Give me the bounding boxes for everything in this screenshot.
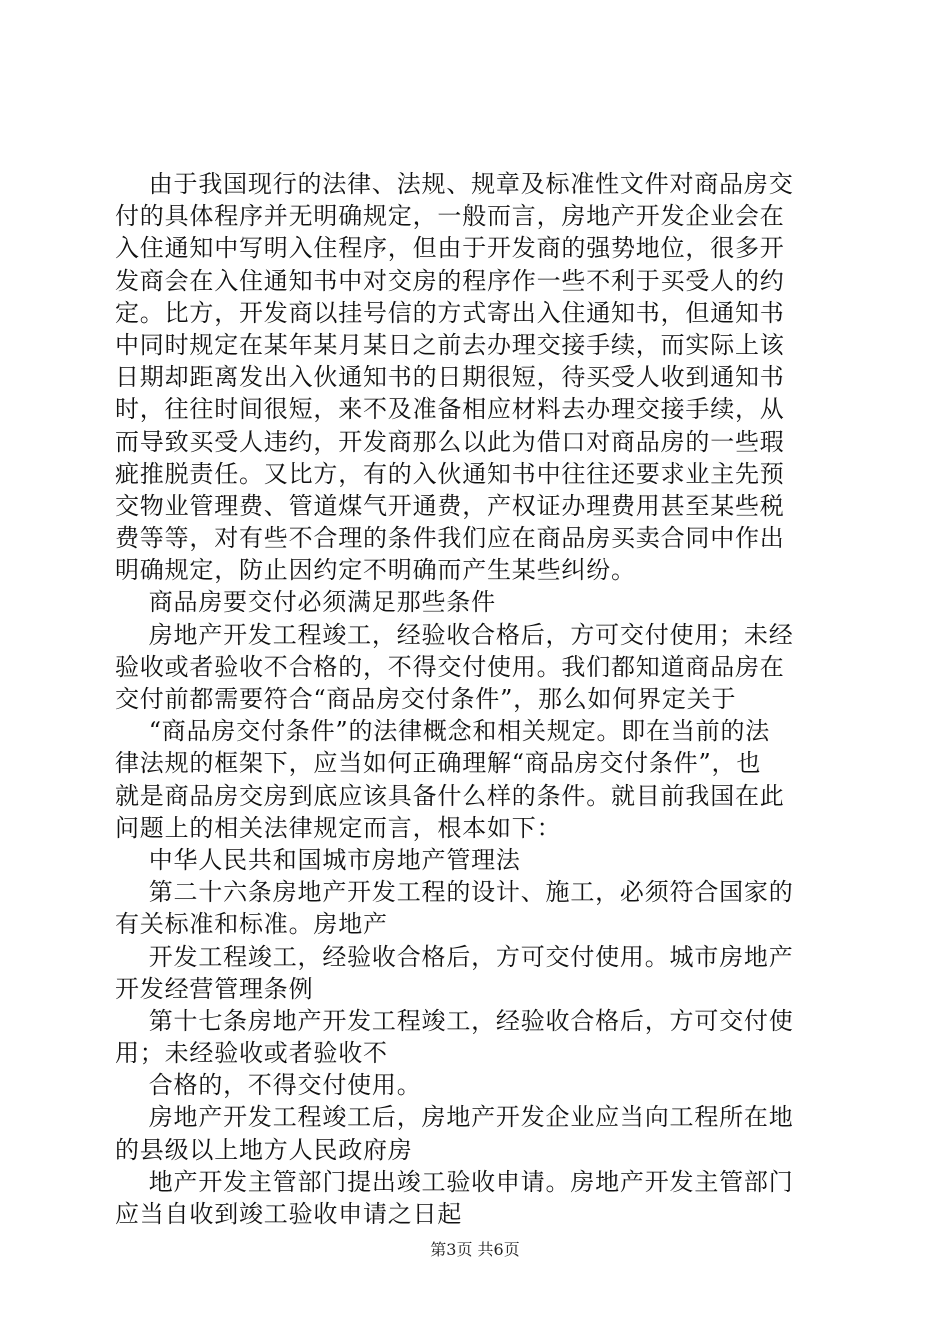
text-line: 第十七条房地产开发工程竣工，经验收合格后，方可交付使: [115, 1006, 794, 1035]
text-line: 律法规的框架下，应当如何正确理解“商品房交付条件”，也: [115, 749, 762, 778]
law-title: 中华人民共和国城市房地产管理法: [115, 845, 521, 874]
text-line: 明确规定，防止因约定不明确而产生某些纠纷。: [115, 556, 636, 585]
text-line: 交物业管理费、管道煤气开通费，产权证办理费用甚至某些税: [115, 491, 785, 520]
text-line: 房地产开发工程竣工后，房地产开发企业应当向工程所在地: [115, 1103, 794, 1132]
text-line: 定。比方，开发商以挂号信的方式寄出入住通知书，但通知书: [115, 298, 785, 327]
text-line: 疵推脱责任。又比方，有的入伙通知书中往往还要求业主先预: [115, 459, 785, 488]
text-line: 应当自收到竣工验收申请之日起: [115, 1200, 463, 1228]
text-line: 由于我国现行的法律、法规、规章及标准性文件对商品房交: [115, 170, 794, 198]
page-number: 第3页 共6页: [430, 1240, 520, 1259]
text-line: 开发经营管理条例: [115, 974, 314, 1003]
text-line: 交付前都需要符合“商品房交付条件”，那么如何界定关于: [115, 685, 737, 713]
text-line: 验收或者验收不合格的，不得交付使用。我们都知道商品房在: [115, 652, 785, 681]
text-line: 付的具体程序并无明确规定，一般而言，房地产开发企业会在: [115, 202, 785, 231]
text-line: 开发工程竣工，经验收合格后，方可交付使用。城市房地产: [115, 942, 794, 971]
text-line: 用；未经验收或者验收不: [115, 1039, 388, 1068]
text-line: 入住通知中写明入住程序，但由于开发商的强势地位，很多开: [115, 234, 785, 263]
text-line: 合格的，不得交付使用。: [115, 1071, 422, 1100]
document-body: [115, 168, 835, 1230]
text-line: 房地产开发工程竣工，经验收合格后，方可交付使用；未经: [115, 620, 794, 649]
text-line: 问题上的相关法律规定而言，根本如下：: [115, 813, 562, 842]
page-footer: [0, 1240, 950, 1260]
text-line: 的县级以上地方人民政府房: [115, 1135, 413, 1164]
text-line: 第二十六条房地产开发工程的设计、施工，必须符合国家的: [115, 878, 794, 907]
text-line: 地产开发主管部门提出竣工验收申请。房地产开发主管部门: [115, 1167, 794, 1196]
text-line: 费等等，对有些不合理的条件我们应在商品房买卖合同中作出: [115, 524, 785, 553]
text-line: 就是商品房交房到底应该具备什么样的条件。就目前我国在此: [115, 781, 785, 810]
text-line: 发商会在入住通知书中对交房的程序作一些不利于买受人的约: [115, 266, 785, 295]
text-line: 时，往往时间很短，来不及准备相应材料去办理交接手续，从: [115, 395, 785, 424]
text-line: “商品房交付条件”的法律概念和相关规定。即在当前的法: [115, 717, 771, 746]
text-line: 而导致买受人违约，开发商那么以此为借口对商品房的一些瑕: [115, 427, 785, 456]
section-heading: 商品房要交付必须满足那些条件: [115, 588, 496, 617]
text-line: 中同时规定在某年某月某日之前去办理交接手续，而实际上该: [115, 330, 785, 359]
text-line: 有关标准和标准。房地产: [115, 910, 388, 939]
text-line: 日期却距离发出入伙通知书的日期很短，待买受人收到通知书: [115, 363, 785, 392]
